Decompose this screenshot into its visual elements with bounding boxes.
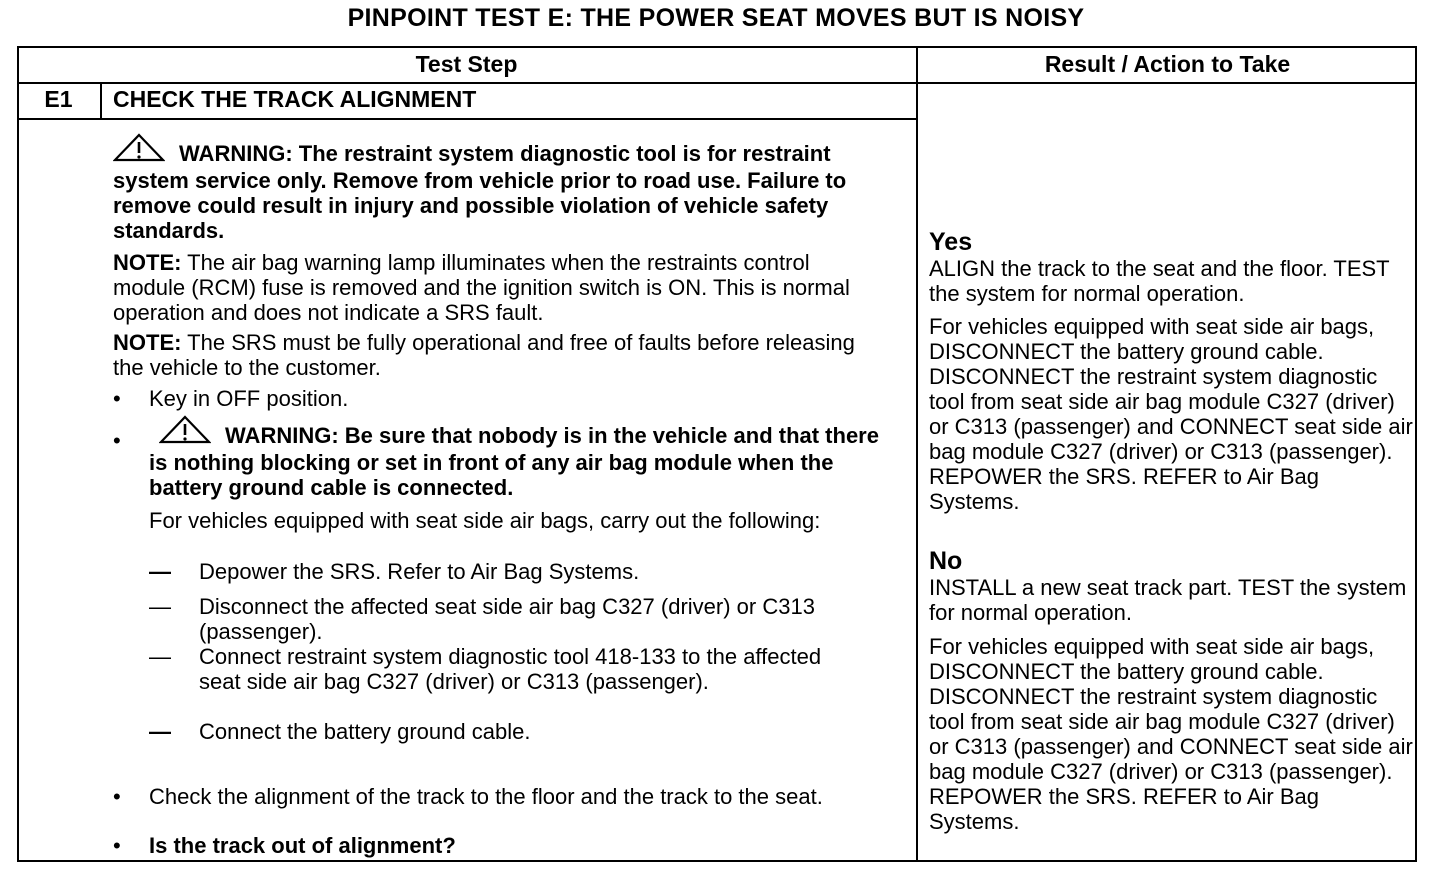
result-yes-label: Yes (929, 228, 973, 256)
note-1 (113, 250, 873, 325)
note-1-label: NOTE: (113, 250, 182, 275)
dash-marker: — (149, 719, 171, 744)
warning-text-1: WARNING: The restraint system diagnostic tool is for restraint system service only. Remove from vehicle prior to road use. Failure to remove could result in injury and possible violation of vehicle safety standards. (113, 141, 847, 243)
result-no-detail: For vehicles equipped with seat side air bags, DISCONNECT the battery ground cable. DISCONNECT the restraint system diagnostic tool from seat side air bag module C327 (driver) or C313 (passenger) and CONNECT seat side air bag module C327 (driver) or C313 (passenger). REPOWER the SRS. REFER to Air Bag Systems. (929, 634, 1413, 834)
bullet-key-off: Key in OFF position. (149, 386, 349, 411)
note-2-label: NOTE: (113, 330, 182, 355)
bullet-marker: • (113, 784, 121, 809)
result-yes-action: ALIGN the track to the seat and the floor. TEST the system for normal operation. (929, 256, 1390, 306)
bullet-marker: • (113, 386, 121, 411)
header-test-step: Test Step (415, 51, 518, 77)
page-title: PINPOINT TEST E: THE POWER SEAT MOVES BUT IS NOISY (347, 4, 1085, 32)
result-yes-detail: For vehicles equipped with seat side air bags, DISCONNECT the battery ground cable. DISCONNECT the restraint system diagnostic tool from seat side air bag module C327 (driver) or C313 (passenger) and CONNECT seat side air bag module C327 (driver) or C313 (passenger). REPOWER the SRS. REFER to Air Bag Systems. (929, 314, 1413, 514)
header-divider (17, 82, 1417, 84)
bullet-question: Is the track out of alignment? (149, 833, 456, 858)
bullet-marker: • (113, 428, 121, 453)
warning-triangle-icon (113, 133, 165, 168)
dash-item-depower: Depower the SRS. Refer to Air Bag Systems. (199, 559, 640, 584)
bullet-check-alignment: Check the alignment of the track to the floor and the track to the seat. (149, 784, 823, 809)
column-divider (916, 46, 918, 862)
bullet-marker: • (113, 833, 121, 858)
step-heading: CHECK THE TRACK ALIGNMENT (113, 86, 477, 112)
warning-text-2: WARNING: Be sure that nobody is in the vehicle and that there is nothing blocking or set in front of any air bag module when the battery ground cable is connected. (149, 423, 879, 500)
warning-block-1 (113, 133, 888, 243)
for-vehicles-text: For vehicles equipped with seat side air bags, carry out the following: (149, 508, 821, 533)
step-id: E1 (44, 86, 73, 112)
dash-marker: — (149, 559, 171, 584)
dash-marker: — (149, 644, 171, 669)
dash-item-connect-tool: Connect restraint system diagnostic tool 418-133 to the affected seat side air bag C327 (driver) or C313 (passenger). (199, 644, 822, 694)
step-id-divider (100, 82, 102, 119)
dash-item-connect-battery: Connect the battery ground cable. (199, 719, 531, 744)
dash-marker: — (149, 594, 171, 619)
note-2 (113, 330, 883, 380)
header-result: Result / Action to Take (1044, 51, 1291, 77)
step-heading-divider (17, 118, 918, 120)
result-no-action: INSTALL a new seat track part. TEST the system for normal operation. (929, 575, 1407, 625)
warning-block-2 (149, 415, 889, 500)
note-1-text: The air bag warning lamp illuminates when the restraints control module (RCM) fuse is removed and the ignition switch is ON. This is normal operation and does not indicate a SRS fault. (113, 250, 850, 325)
warning-triangle-icon (159, 415, 211, 450)
dash-item-disconnect: Disconnect the affected seat side air bag C327 (driver) or C313 (passenger). (199, 594, 815, 644)
result-no-label: No (929, 547, 963, 575)
note-2-text: The SRS must be fully operational and free of faults before releasing the vehicle to the customer. (113, 330, 855, 380)
